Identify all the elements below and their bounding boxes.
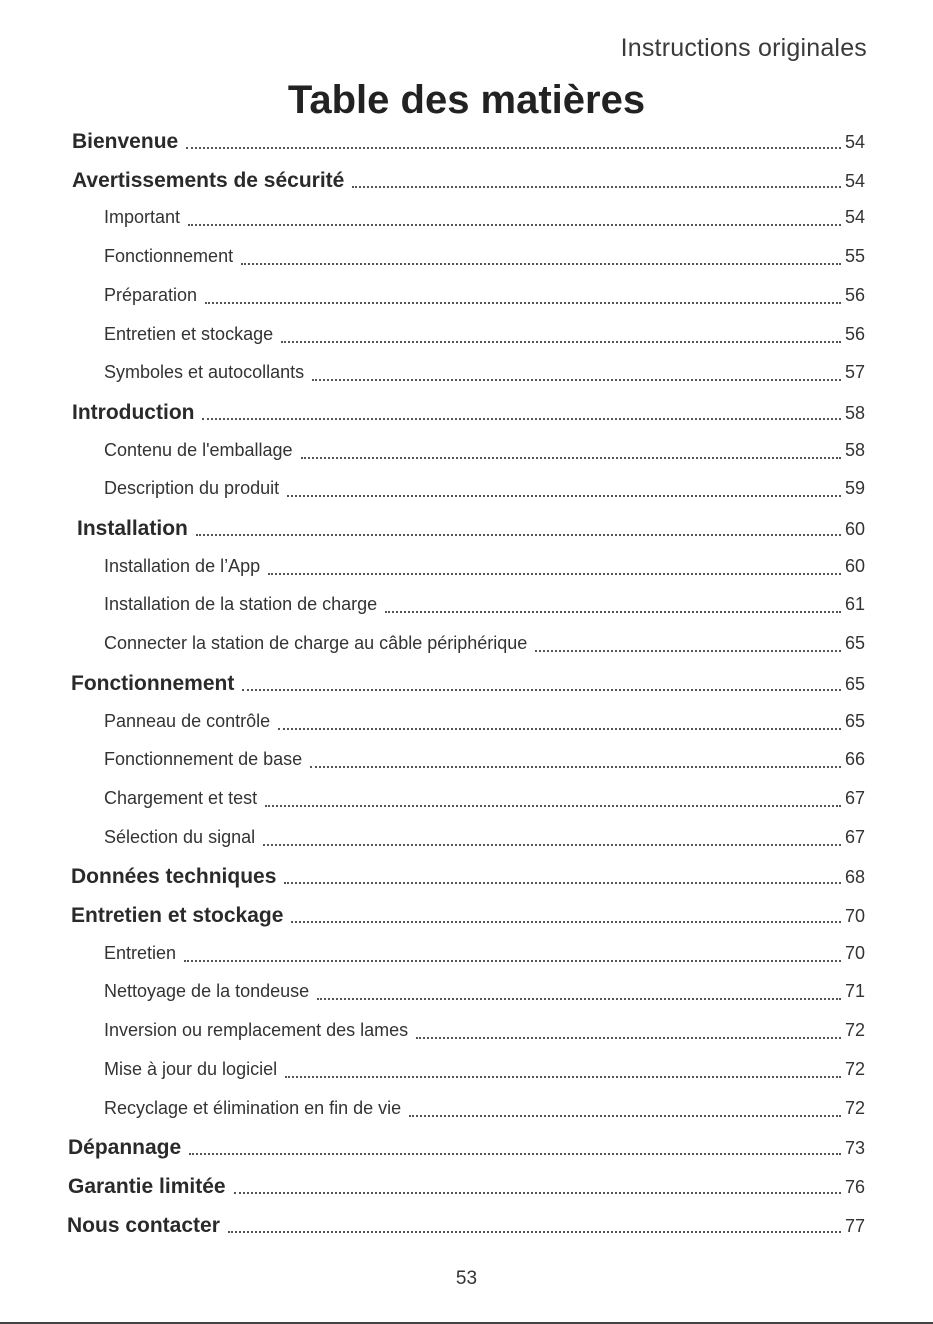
toc-subsection-entry[interactable]	[104, 285, 865, 315]
toc-entry-label: Chargement et test	[104, 787, 258, 808]
dot-leader	[409, 1115, 841, 1117]
toc-entry-label: Mise à jour du logiciel	[104, 1058, 278, 1079]
toc-section-entry[interactable]	[72, 169, 865, 199]
toc-entry-page: 56	[844, 323, 865, 344]
toc-subsection-entry[interactable]	[104, 633, 865, 663]
toc-entry-page: 61	[844, 594, 865, 615]
toc-entry-page: 54	[844, 132, 865, 152]
toc-entry-label: Fonctionnement de base	[104, 749, 303, 770]
toc-entry-label: Entretien et stockage	[71, 904, 284, 927]
toc-section-entry[interactable]	[72, 130, 865, 160]
toc-entry-label: Installation	[77, 517, 188, 540]
toc-subsection-entry[interactable]	[104, 1098, 865, 1128]
toc-entry-label: Entretien	[104, 942, 177, 963]
toc-entry-label: Entretien et stockage	[104, 323, 274, 344]
toc-section-entry[interactable]	[71, 904, 865, 934]
toc-entry-page: 67	[844, 787, 865, 808]
toc-subsection-entry[interactable]	[104, 207, 865, 237]
dot-leader	[196, 534, 841, 536]
dot-leader	[291, 921, 841, 923]
toc-entry-label: Symboles et autocollants	[104, 362, 305, 383]
toc-subsection-entry[interactable]	[104, 1059, 865, 1089]
toc-subsection-entry[interactable]	[104, 711, 865, 741]
toc-entry-page: 65	[844, 673, 865, 694]
toc-entry-label: Important	[104, 207, 181, 228]
toc-entry-page: 67	[844, 826, 865, 847]
toc-entry-label: Fonctionnement	[71, 671, 235, 695]
toc-section-entry[interactable]	[71, 672, 865, 702]
toc-entry-label: Installation de la station de charge	[104, 594, 378, 615]
toc-section-entry[interactable]	[71, 865, 865, 895]
toc-entry-page: 73	[844, 1138, 865, 1159]
toc-entry-label: Installation de l’App	[104, 555, 261, 576]
toc-entry-page: 59	[844, 478, 865, 499]
toc-entry-label: Recyclage et élimination en fin de vie	[104, 1097, 402, 1118]
dot-leader	[385, 611, 841, 613]
page-title: Table des matières	[287, 78, 646, 122]
toc-entry-label: Préparation	[104, 284, 198, 305]
dot-leader	[352, 186, 841, 188]
toc-entry-page: 58	[844, 402, 865, 423]
dot-leader	[184, 960, 841, 962]
toc-section-entry[interactable]	[68, 1136, 865, 1166]
dot-leader	[242, 689, 841, 691]
dot-leader	[228, 1231, 841, 1233]
toc-section-entry[interactable]	[72, 401, 865, 431]
dot-leader	[416, 1037, 841, 1039]
toc-entry-page: 60	[844, 555, 865, 576]
toc-entry-page: 72	[844, 1097, 865, 1118]
toc-subsection-entry[interactable]	[104, 788, 865, 818]
dot-leader	[310, 766, 841, 768]
dot-leader	[317, 998, 841, 1000]
toc-entry-label: Fonctionnement	[104, 246, 234, 267]
dot-leader	[535, 650, 841, 652]
toc-section-entry[interactable]	[68, 1175, 865, 1205]
toc-entry-page: 70	[844, 906, 865, 926]
toc-entry-page: 57	[844, 362, 865, 383]
toc-entry-page: 72	[844, 1058, 865, 1079]
toc-entry-page: 65	[844, 633, 865, 654]
toc-entry-label: Avertissements de sécurité	[72, 168, 345, 192]
toc-entry-page: 54	[844, 170, 865, 191]
dot-leader	[186, 147, 841, 149]
toc-entry-page: 54	[844, 207, 865, 228]
toc-entry-label: Connecter la station de charge au câble périphérique	[104, 633, 528, 654]
header-note: Instructions originales	[620, 34, 867, 62]
dot-leader	[268, 573, 841, 575]
toc-entry-page: 77	[844, 1215, 865, 1236]
toc-subsection-entry[interactable]	[104, 324, 865, 354]
toc-entry-label: Sélection du signal	[104, 826, 256, 847]
toc-subsection-entry[interactable]	[104, 440, 865, 470]
toc-entry-label: Données techniques	[71, 865, 277, 889]
toc-entry-label: Dépannage	[68, 1136, 182, 1160]
toc-subsection-entry[interactable]	[104, 827, 865, 857]
dot-leader	[301, 457, 841, 459]
dot-leader	[263, 844, 841, 846]
toc-entry-label: Panneau de contrôle	[104, 710, 271, 731]
dot-leader	[188, 224, 841, 226]
toc-entry-label: Nous contacter	[67, 1213, 220, 1237]
dot-leader	[284, 882, 841, 884]
dot-leader	[205, 302, 841, 304]
dot-leader	[285, 1076, 841, 1078]
toc-entry-label: Introduction	[72, 400, 195, 424]
dot-leader	[265, 805, 841, 807]
toc-entry-page: 66	[844, 749, 865, 770]
toc-subsection-entry[interactable]	[104, 1020, 865, 1050]
toc-entry-label: Description du produit	[104, 478, 280, 499]
toc-subsection-entry[interactable]	[104, 556, 865, 586]
toc-entry-label: Nettoyage de la tondeuse	[104, 981, 310, 1002]
dot-leader	[189, 1153, 841, 1155]
dot-leader	[312, 379, 841, 381]
toc-entry-page: 70	[844, 942, 865, 963]
dot-leader	[202, 418, 840, 420]
toc-entry-page: 58	[844, 439, 865, 460]
toc-entry-label: Bienvenue	[72, 130, 179, 153]
toc-entry-page: 68	[844, 867, 865, 888]
toc-entry-page: 55	[844, 246, 865, 267]
table-of-contents	[0, 125, 933, 1245]
toc-subsection-entry[interactable]	[104, 478, 865, 508]
toc-subsection-entry[interactable]	[104, 981, 865, 1011]
toc-entry-page: 72	[844, 1020, 865, 1041]
toc-subsection-entry[interactable]	[104, 246, 865, 276]
toc-entry-page: 76	[844, 1176, 865, 1197]
toc-entry-page: 71	[844, 981, 865, 1002]
toc-entry-label: Garantie limitée	[68, 1174, 226, 1198]
dot-leader	[287, 495, 841, 497]
dot-leader	[241, 263, 841, 265]
toc-entry-label: Inversion ou remplacement des lames	[104, 1020, 409, 1041]
toc-entry-page: 60	[844, 519, 865, 539]
dot-leader	[278, 728, 841, 730]
toc-entry-label: Contenu de l'emballage	[104, 439, 293, 460]
toc-section-entry[interactable]	[77, 517, 865, 547]
toc-entry-page: 65	[844, 710, 865, 731]
toc-subsection-entry[interactable]	[104, 362, 865, 392]
toc-entry-page: 56	[844, 284, 865, 305]
dot-leader	[281, 341, 841, 343]
dot-leader	[234, 1192, 841, 1194]
toc-subsection-entry[interactable]	[104, 594, 865, 624]
page-number: 53	[455, 1268, 478, 1289]
toc-section-entry[interactable]	[67, 1214, 865, 1244]
toc-subsection-entry[interactable]	[104, 749, 865, 779]
toc-subsection-entry[interactable]	[104, 943, 865, 973]
